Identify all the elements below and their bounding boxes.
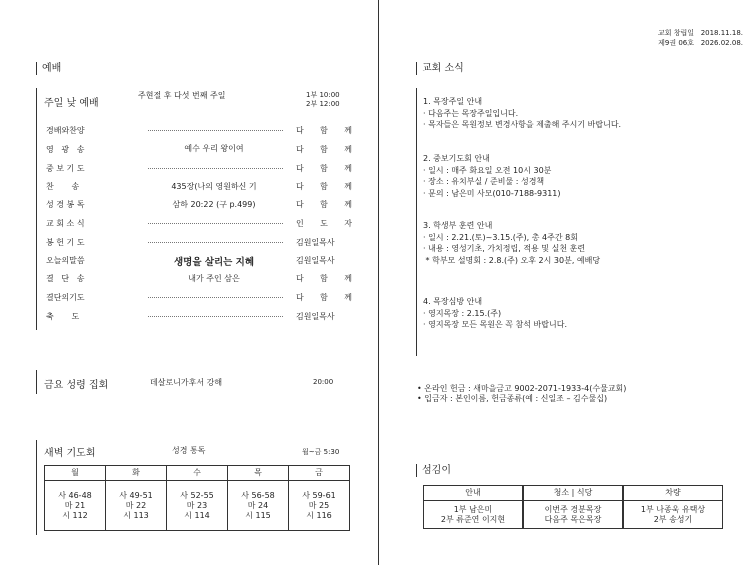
reading-line: 마 24 — [247, 501, 269, 510]
day-box-mon — [44, 465, 106, 531]
news-item-1 — [423, 96, 621, 131]
reading-line: 마 21 — [64, 501, 86, 510]
news-box-line — [416, 88, 417, 356]
blank-line — [148, 168, 283, 169]
reading-line: 시 115 — [245, 511, 271, 520]
order-row — [46, 273, 356, 291]
reading-line: 시 112 — [62, 511, 88, 520]
issue-info — [658, 28, 743, 48]
news-line: · 장소 : 유치부실 / 준비물 : 성경책 — [423, 177, 545, 186]
order-row — [46, 311, 356, 329]
dawn-service-title: 새벽 기도회 — [44, 448, 96, 459]
news-item-title: 3. 학생부 훈련 안내 — [423, 221, 493, 230]
service-line: 1부 나종욱 유택상 — [640, 505, 706, 514]
order-leader: 다 함 께 — [296, 164, 352, 173]
order-item: 결 단 송 — [46, 274, 85, 283]
order-leader: 다 함 께 — [296, 145, 352, 154]
order-leader: 다 함 께 — [296, 182, 352, 191]
reading-line: 마 23 — [186, 501, 208, 510]
service-line: 2부 송성기 — [653, 515, 693, 524]
reading-line: 사 52-55 — [180, 491, 214, 500]
reading-line: 마 22 — [125, 501, 147, 510]
friday-time: 20:00 — [313, 378, 334, 386]
order-leader: 김원일목사 — [296, 256, 335, 265]
issue-label: 제9권 06호 — [658, 39, 694, 47]
day-box-thu — [227, 465, 289, 531]
order-row — [46, 292, 356, 310]
sunday-subtitle: 주현절 후 다섯 번째 주일 — [138, 91, 226, 100]
order-row — [46, 255, 356, 273]
order-row — [46, 237, 356, 255]
day-label: 금 — [289, 466, 349, 481]
order-leader: 인 도 자 — [296, 219, 352, 228]
blank-line — [148, 297, 283, 298]
friday-service-title: 금요 성령 집회 — [44, 380, 109, 391]
reading-line: 사 59-61 — [302, 491, 336, 500]
news-line: · 일시 : 2.21.(토)~3.15.(주), 총 4주간 8회 — [423, 232, 578, 242]
order-item: 경배와찬양 — [46, 126, 85, 135]
news-item-title: 4. 목장심방 안내 — [423, 297, 483, 306]
order-item: 중 보 기 도 — [46, 164, 85, 173]
page-divider — [378, 0, 379, 565]
news-item-4 — [423, 296, 567, 331]
news-line: · 영지목장 모든 목원은 꼭 참석 바랍니다. — [423, 320, 567, 329]
news-item-3 — [423, 220, 600, 266]
service-times — [306, 91, 340, 109]
service-col-cleaning — [523, 485, 623, 529]
news-line: · 문의 : 남은미 사모(010-7188-9311) — [423, 188, 561, 198]
reading-line: 마 25 — [308, 501, 330, 510]
news-line: · 일시 : 매주 화요일 오전 10시 30분 — [423, 165, 552, 175]
blank-line — [148, 223, 283, 224]
order-item: 축 도 — [46, 312, 80, 321]
service-section-title: 섬김이 — [416, 464, 451, 477]
service-time-1: 1부 10:00 — [306, 91, 340, 99]
service-time-2: 2부 12:00 — [306, 100, 340, 108]
news-item-title: 1. 목장주일 안내 — [423, 97, 483, 106]
order-row — [46, 199, 356, 217]
news-item-title: 2. 중보기도회 안내 — [423, 154, 490, 163]
order-item: 영 광 송 — [46, 145, 85, 154]
order-item: 찬 송 — [46, 182, 80, 191]
service-line: 1부 남은미 — [453, 505, 493, 514]
blank-line — [148, 130, 283, 131]
reading-line: 사 49-51 — [119, 491, 153, 500]
blank-line — [148, 316, 283, 317]
order-leader: 김원일목사 — [296, 238, 335, 247]
order-content: 내가 주인 삼은 — [188, 274, 240, 283]
day-label: 화 — [106, 466, 166, 481]
order-item: 오늘의말씀 — [46, 256, 85, 265]
service-header: 안내 — [424, 486, 522, 501]
day-label: 목 — [228, 466, 288, 481]
blank-line — [148, 242, 283, 243]
dawn-subject: 성경 통독 — [172, 446, 206, 455]
friday-subject: 데살로니가후서 강해 — [150, 378, 223, 387]
issue-date: 2026.02.08. — [700, 39, 743, 47]
offering-info — [417, 384, 626, 404]
service-line: 다음주 목은목장 — [544, 515, 602, 524]
service-line: 2부 류준연 이지현 — [440, 515, 506, 524]
news-line: · 다음주는 목장주일입니다. — [423, 108, 519, 118]
worship-box-line — [36, 88, 37, 330]
order-row — [46, 144, 356, 162]
news-line: · 영지목장 : 2.15.(주) — [423, 308, 502, 318]
offering-line: • 입금자 : 본인이름, 헌금종류(예 : 신일조 – 김수물십) — [417, 394, 608, 403]
sermon-title: 생명을 살리는 지혜 — [173, 257, 255, 268]
order-content: 예수 우리 왕이여 — [184, 144, 244, 153]
service-header: 청소 | 식당 — [524, 486, 622, 501]
day-box-fri — [288, 465, 350, 531]
founded-label: 교회 창립일 — [657, 29, 694, 37]
news-section-title: 교회 소식 — [416, 62, 464, 75]
order-content: 435장(나의 영원하신 기 — [171, 182, 257, 191]
day-label: 수 — [167, 466, 227, 481]
order-item: 결단의기도 — [46, 293, 85, 302]
founded-date: 2018.11.18. — [700, 29, 743, 37]
order-item: 교 회 소 식 — [46, 219, 85, 228]
order-row — [46, 181, 356, 199]
friday-box-line — [36, 370, 37, 394]
day-label: 월 — [45, 466, 105, 481]
service-line: 이번주 경분목장 — [544, 505, 602, 514]
order-item: 성 경 봉 독 — [46, 200, 85, 209]
order-leader: 다 함 께 — [296, 293, 352, 302]
order-content: 삼하 20:22 (구 p.499) — [172, 200, 256, 209]
order-item: 봉 헌 기 도 — [46, 238, 85, 247]
reading-line: 사 56-58 — [241, 491, 275, 500]
offering-line: • 온라인 헌금 : 새마을금고 9002-2071-1933-4(수물교회) — [417, 384, 627, 393]
reading-line: 시 114 — [184, 511, 210, 520]
news-item-2 — [423, 153, 561, 199]
worship-section-title: 예배 — [36, 62, 61, 75]
reading-line: 사 46-48 — [58, 491, 92, 500]
news-line: · 목자들은 목원정보 변경사항을 제출해 주시기 바랍니다. — [423, 120, 622, 129]
service-header: 차량 — [624, 486, 722, 501]
order-row — [46, 125, 356, 143]
dawn-box-line — [36, 440, 37, 535]
news-line: · 내용 : 영성기초, 가치정립, 적용 및 실천 훈련 — [423, 244, 586, 253]
service-col-guide — [423, 485, 523, 529]
day-box-tue — [105, 465, 167, 531]
dawn-time: 월~금 5:30 — [302, 448, 340, 456]
order-leader: 김원일목사 — [296, 312, 335, 321]
order-leader: 다 함 께 — [296, 274, 352, 283]
order-leader: 다 함 께 — [296, 126, 352, 135]
sunday-service-title: 주일 낮 예배 — [44, 98, 99, 109]
reading-line: 시 113 — [123, 511, 149, 520]
reading-line: 시 116 — [306, 511, 332, 520]
order-leader: 다 함 께 — [296, 200, 352, 209]
service-col-vehicle — [623, 485, 723, 529]
order-row — [46, 163, 356, 181]
news-line: * 학부모 설명회 : 2.8.(주) 오후 2시 30분, 예배당 — [423, 255, 601, 265]
order-row — [46, 218, 356, 236]
day-box-wed — [166, 465, 228, 531]
